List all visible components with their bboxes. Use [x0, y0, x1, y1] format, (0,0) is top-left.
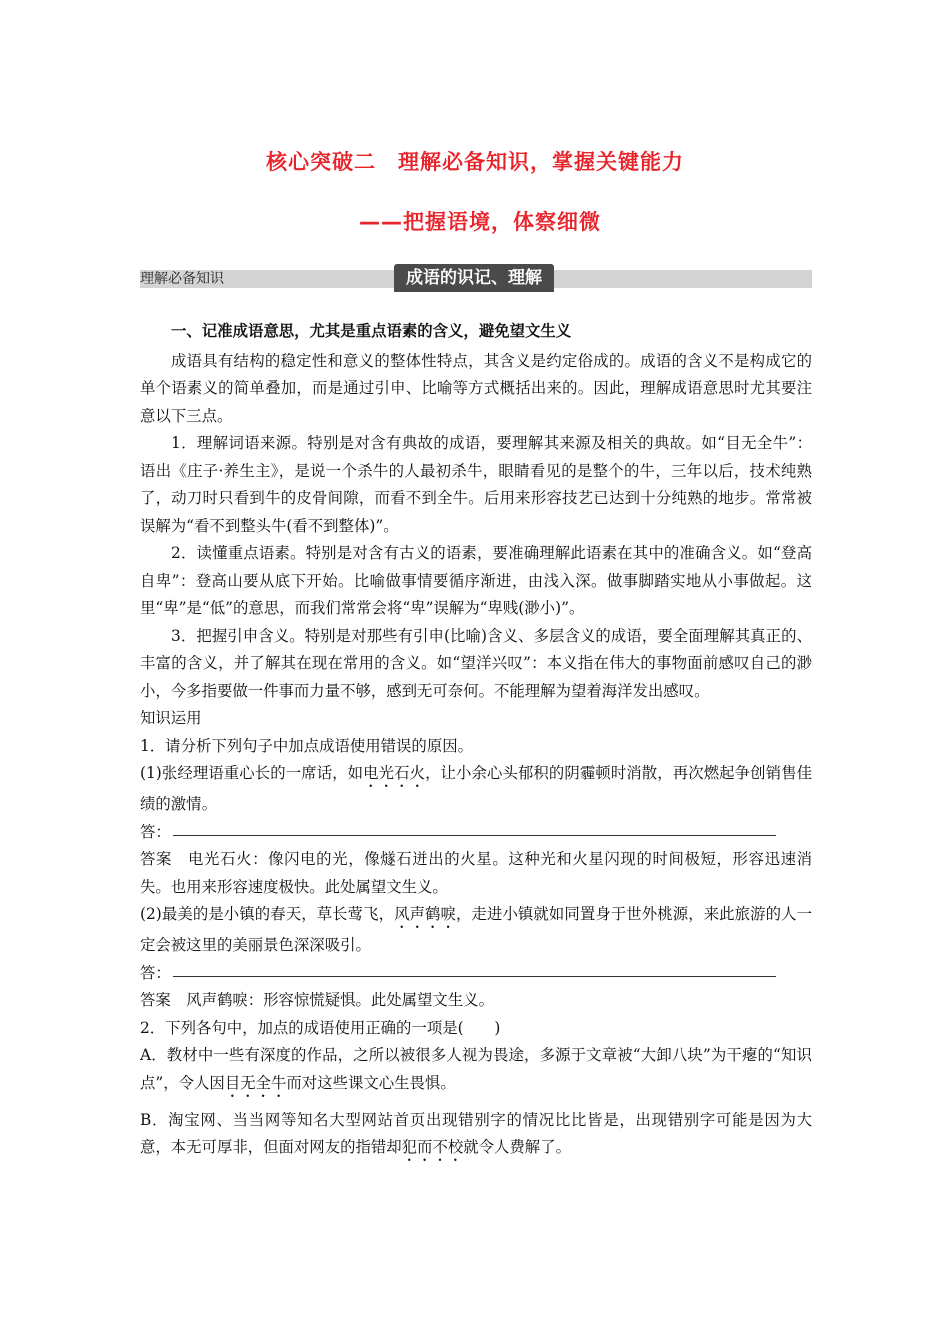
q2-a-text-after: 而对这些课文心生畏惧。	[286, 1073, 456, 1092]
page-subtitle: ——把握语境，体察细微	[359, 210, 601, 234]
question-2-option-a[interactable]	[140, 1042, 812, 1101]
intro-paragraph: 成语具有结构的稳定性和意义的整体性特点，其含义是约定俗成的。成语的含义不是构成它的单个语素义的简单叠加，而是通过引申、比喻等方式概括出来的。因此，理解成语意思时尤其要注意以下三点。	[140, 351, 812, 425]
practice-label: 知识运用	[140, 709, 202, 727]
answer-line	[173, 819, 776, 836]
page-title: 核心突破二 理解必备知识，掌握关键能力	[266, 150, 684, 174]
answer-prefix: 答：	[140, 963, 171, 982]
answer-blank-2[interactable]	[140, 960, 812, 988]
section-heading: 一、记准成语意思，尤其是重点语素的含义，避免望文生义	[171, 322, 572, 340]
q2-a-dotted-idiom: 目无全牛	[224, 1073, 287, 1092]
answer-prefix: 答：	[140, 822, 171, 841]
document-body	[140, 318, 812, 1165]
point-1-paragraph: 1．理解词语来源。特别是对含有典故的成语，要理解其来源及相关的典故。如“目无全牛”：语出《庄子·养生主》，是说一个杀牛的人最初杀牛，眼睛看见的是整个的牛，三年以后，技术纯熟了，动刀时只看到牛的皮骨间隙，而看不到全牛。后用来形容技艺已达到十分纯熟的地步。常常被误解为“看不到整头牛(看不到整体)”。	[140, 434, 812, 535]
q1-2-text-before: (2)最美的是小镇的春天，草长莺飞，	[140, 905, 395, 923]
question-1-1	[140, 760, 812, 819]
q2-b-dotted-idiom: 犯而不校	[401, 1138, 464, 1156]
question-1-2	[140, 901, 812, 960]
question-2-option-b[interactable]	[140, 1107, 812, 1166]
point-2-paragraph: 2．读懂重点语素。特别是对含有古义的语素，要准确理解此语素在其中的准确含义。如“登高自卑”：登高山要从底下开始。比喻做事情要循序渐进，由浅入深。做事脚踏实地从小事做起。这里“卑”是“低”的意思，而我们常常会将“卑”误解为“卑贱(渺小)”。	[140, 544, 812, 617]
q2-b-text-before: B．淘宝网、当当网等知名大型网站首页出现错别字的情况比比皆是，出现错别字可能是因为大意，本无可厚非，但面对网友的指错却	[140, 1110, 812, 1156]
banner-tab: 成语的识记、理解	[394, 264, 554, 292]
q1-2-dotted-idiom: 风声鹤唳	[394, 905, 457, 923]
question-1-stem: 1．请分析下列句子中加点成语使用错误的原因。	[140, 736, 473, 755]
q1-1-text-before: (1)张经理语重心长的一席话，如	[140, 764, 364, 782]
banner-left-label: 理解必备知识	[140, 271, 224, 287]
q2-b-text-after: 就令人费解了。	[463, 1138, 571, 1156]
question-2-stem: 2．下列各句中，加点的成语使用正确的一项是( )	[140, 1018, 501, 1037]
q1-1-dotted-idiom: 电光石火	[363, 764, 426, 782]
q1-2-text-after: ，走进小镇就如同置身于世外桃源，来此旅游的人一定会被这里的美丽景色深深吸引。	[140, 905, 812, 954]
question-1-1-answer: 答案 电光石火：像闪电的光，像燧石迸出的火星。这种光和火星闪现的时间极短，形容迅速消失。也用来形容速度极快。此处属望文生义。	[140, 850, 812, 896]
q2-a-text-before: A．教材中一些有深度的作品，之所以被很多人视为畏途，多源于文章被“大卸八块”为干瘪的“知识点”，令人因	[140, 1046, 812, 1092]
answer-line	[173, 960, 776, 977]
q1-1-text-after: ，让小余心头郁积的阴霾顿时消散，再次燃起争创销售佳绩的激情。	[140, 764, 812, 813]
section-banner	[140, 268, 812, 290]
answer-blank-1[interactable]	[140, 819, 812, 847]
question-1-2-answer: 答案 风声鹤唳：形容惊慌疑惧。此处属望文生义。	[140, 991, 494, 1009]
point-3-paragraph: 3．把握引申含义。特别是对那些有引申(比喻)含义、多层含义的成语，要全面理解其真正的、丰富的含义，并了解其在现在常用的含义。如“望洋兴叹”：本义指在伟大的事物面前感叹自己的渺小，今多指要做一件事而力量不够，感到无可奈何。不能理解为望着海洋发出感叹。	[140, 626, 812, 700]
